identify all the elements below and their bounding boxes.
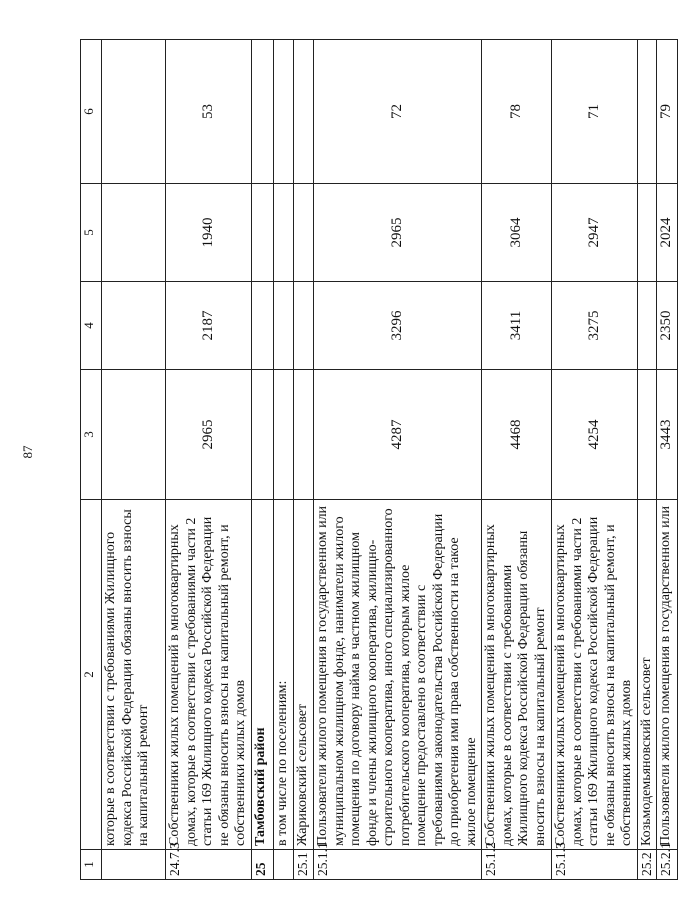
row-value-col5 xyxy=(102,184,166,282)
row-value-col5: 2947 xyxy=(552,184,638,282)
row-value-col3 xyxy=(274,370,294,500)
row-value-col3 xyxy=(252,370,274,500)
row-value-col4: 3275 xyxy=(552,282,638,370)
row-code xyxy=(274,850,294,880)
row-text: Собственники жилых помещений в многоквартирных домах, которые в соответствии с требованиями части 2 статьи 169 Жилищного кодекса Российской Федерации не обязаны вносить взносы на капитальный ремонт, и собственники жилых домов xyxy=(166,500,252,850)
row-value-col3: 4468 xyxy=(482,370,552,500)
row-text: Козьмодемьяновский сельсовет xyxy=(637,500,657,850)
header-col-2: 2 xyxy=(81,500,102,850)
header-col-3: 3 xyxy=(81,370,102,500)
row-value-col5: 2965 xyxy=(314,184,482,282)
row-code: 25 xyxy=(252,850,274,880)
header-col-1: 1 xyxy=(81,850,102,880)
table-row xyxy=(657,40,678,880)
row-value-col6 xyxy=(102,40,166,184)
row-value-col6 xyxy=(274,40,294,184)
row-value-col4: 2187 xyxy=(166,282,252,370)
row-value-col4 xyxy=(102,282,166,370)
row-value-col5: 1940 xyxy=(166,184,252,282)
row-value-col3 xyxy=(102,370,166,500)
header-col-6: 6 xyxy=(81,40,102,184)
row-value-col4: 3296 xyxy=(314,282,482,370)
row-code: 25.1 xyxy=(294,850,314,880)
row-value-col6: 79 xyxy=(657,40,678,184)
table-row xyxy=(552,40,638,880)
row-text: в том числе по поселениям: xyxy=(274,500,294,850)
row-text: которые в соответствии с требованиями Жилищного кодекса Российской Федерации обязаны вносить взносы на капитальный ремонт xyxy=(102,500,166,850)
row-value-col4 xyxy=(252,282,274,370)
row-value-col3: 4254 xyxy=(552,370,638,500)
row-value-col4: 3411 xyxy=(482,282,552,370)
row-code: 25.1.1 xyxy=(314,850,482,880)
row-value-col6 xyxy=(252,40,274,184)
row-text: Собственники жилых помещений в многоквартирных домах, которые в соответствии с требованиями части 2 статьи 169 Жилищного кодекса Российской Федерации не обязаны вносить взносы на капитальный ремонт, и собственники жилых домов xyxy=(552,500,638,850)
table-row xyxy=(252,40,274,880)
row-code: 24.7.3 xyxy=(166,850,252,880)
row-value-col4 xyxy=(274,282,294,370)
table-row xyxy=(102,40,166,880)
row-value-col4: 2350 xyxy=(657,282,678,370)
header-row xyxy=(81,40,102,880)
row-code xyxy=(102,850,166,880)
table-header xyxy=(81,40,102,880)
row-value-col5 xyxy=(252,184,274,282)
rotated-table-container xyxy=(80,40,675,880)
table-row xyxy=(274,40,294,880)
row-value-col3: 2965 xyxy=(166,370,252,500)
row-value-col6 xyxy=(637,40,657,184)
row-value-col6: 72 xyxy=(314,40,482,184)
tariff-table xyxy=(80,39,678,880)
row-value-col6 xyxy=(294,40,314,184)
row-value-col3: 4287 xyxy=(314,370,482,500)
table-row xyxy=(294,40,314,880)
row-code: 25.1.3 xyxy=(552,850,638,880)
row-value-col6: 78 xyxy=(482,40,552,184)
row-text: Пользователи жилого помещения в государственном или xyxy=(657,500,678,850)
row-value-col6: 71 xyxy=(552,40,638,184)
row-text: Собственники жилых помещений в многоквартирных домах, которые в соответствии с требованиями Жилищного кодекса Российской Федерации обязаны вносить взносы на капитальный ремонт xyxy=(482,500,552,850)
row-value-col3 xyxy=(637,370,657,500)
row-value-col5 xyxy=(637,184,657,282)
row-code: 25.1.2 xyxy=(482,850,552,880)
table-row xyxy=(482,40,552,880)
row-text: Пользователи жилого помещения в государственном или муниципальном жилищном фонде, наниматели жилого помещения по договору найма в частном жилищном фонде и члены жилищного кооператива, жилищно-строительного кооператива, иного специализированного потребительского кооператива, которым жилое помещение предоставлено в соответствии с требованиями законодательства Российской Федерации до приобретения ими права собственности на такое жилое помещение xyxy=(314,500,482,850)
row-code: 25.2.1 xyxy=(657,850,678,880)
row-value-col5 xyxy=(294,184,314,282)
row-text: Тамбовский район xyxy=(252,500,274,850)
row-value-col5: 3064 xyxy=(482,184,552,282)
row-value-col3: 3443 xyxy=(657,370,678,500)
row-value-col6: 53 xyxy=(166,40,252,184)
table-row xyxy=(166,40,252,880)
row-code: 25.2 xyxy=(637,850,657,880)
row-text: Жариковский сельсовет xyxy=(294,500,314,850)
row-value-col5 xyxy=(274,184,294,282)
row-value-col4 xyxy=(294,282,314,370)
row-value-col3 xyxy=(294,370,314,500)
table-row xyxy=(314,40,482,880)
header-col-4: 4 xyxy=(81,282,102,370)
header-col-5: 5 xyxy=(81,184,102,282)
table-body xyxy=(102,40,678,880)
row-value-col4 xyxy=(637,282,657,370)
table-row xyxy=(637,40,657,880)
row-value-col5: 2024 xyxy=(657,184,678,282)
page-number: 87 xyxy=(20,445,35,459)
